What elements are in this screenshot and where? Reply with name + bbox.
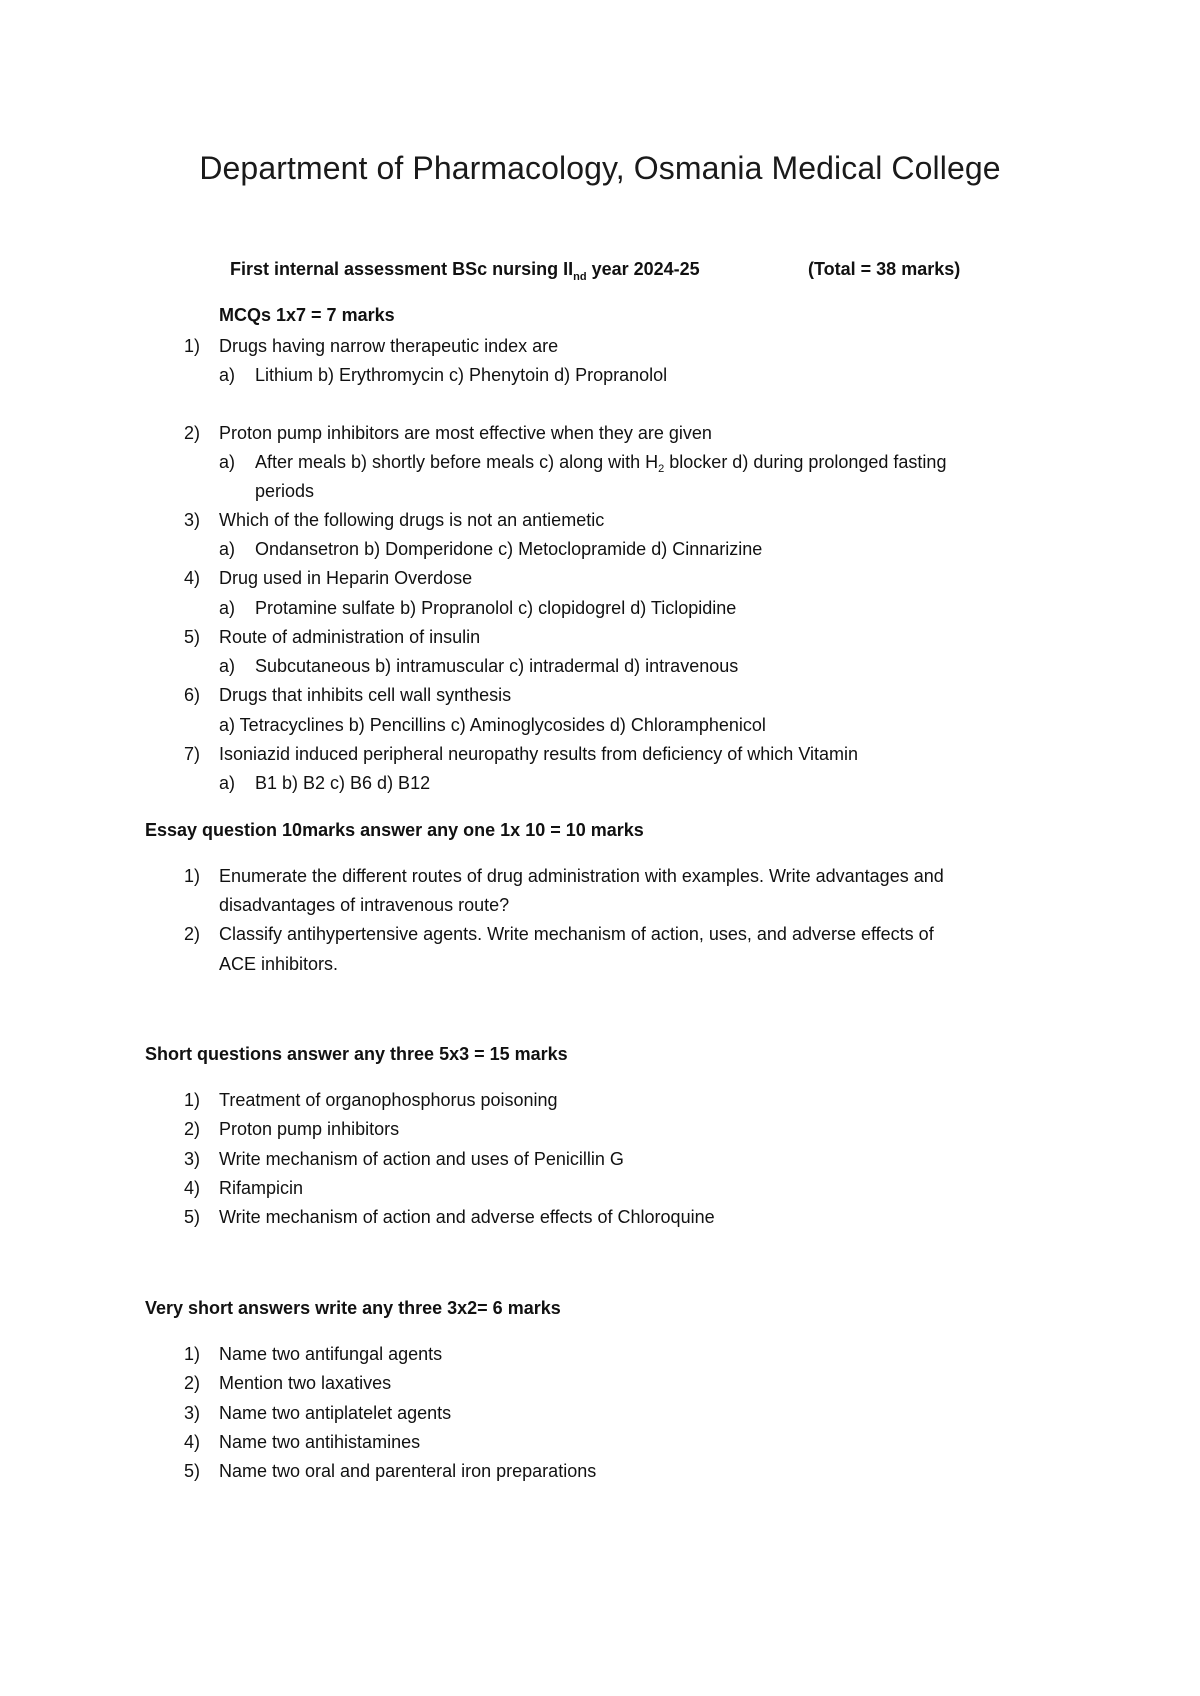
mcq-number: 4) [183,568,200,588]
mcq-number: 2) [183,423,200,443]
short-number: 5) [183,1207,200,1227]
very-short-number: 5) [183,1461,200,1481]
mcq-option-letter: a) [219,773,236,793]
very-short-question: Name two oral and parenteral iron preparations [219,1461,597,1481]
very-short-number: 2) [183,1373,200,1393]
mcq-option-letter: a) [219,452,236,472]
short-question: Rifampicin [219,1178,304,1198]
very-short-number: 1) [183,1344,200,1364]
essay-number: 1) [183,866,200,886]
mcq-number: 1) [183,336,200,356]
mcq-options: Protamine sulfate b) Propranolol c) clopidogrel d) Ticlopidine [255,598,737,618]
mcq-option-letter: a) [219,365,236,385]
mcq-options: a) Tetracyclines b) Pencillins c) Aminoglycosides d) Chloramphenicol [219,715,766,735]
mcq-question: Isoniazid induced peripheral neuropathy results from deficiency of which Vitamin [219,744,859,764]
short-number: 4) [183,1178,200,1198]
essay-question-continuation: disadvantages of intravenous route? [219,895,510,915]
mcq-option-letter: a) [219,598,236,618]
short-question: Write mechanism of action and adverse effects of Chloroquine [219,1207,715,1227]
mcq-options-pre: After meals b) shortly before meals c) along with H [255,452,659,472]
mcq-option-letter: a) [219,539,236,559]
very-short-question: Name two antihistamines [219,1432,421,1452]
total-marks: (Total = 38 marks) [808,259,961,279]
short-question: Write mechanism of action and uses of Penicillin G [219,1149,624,1169]
mcq-options-post: blocker d) during prolonged fasting [664,452,947,472]
mcq-options: Subcutaneous b) intramuscular c) intradermal d) intravenous [255,656,739,676]
very-short-number: 3) [183,1403,200,1423]
essay-question: Classify antihypertensive agents. Write mechanism of action, uses, and adverse effects of [219,924,934,944]
mcq-options: Ondansetron b) Domperidone c) Metoclopramide d) Cinnarizine [255,539,763,559]
mcq-options: Lithium b) Erythromycin c) Phenytoin d) Propranolol [255,365,668,385]
mcq-options-continuation: periods [255,481,315,501]
short-questions-heading: Short questions answer any three 5x3 = 15 marks [145,1044,568,1064]
very-short-question: Mention two laxatives [219,1373,392,1393]
very-short-question: Name two antifungal agents [219,1344,443,1364]
mcq-number: 7) [183,744,200,764]
assessment-subtitle [230,259,700,283]
essay-question-continuation: ACE inhibitors. [219,954,339,974]
very-short-heading: Very short answers write any three 3x2= 6 marks [145,1298,561,1318]
short-question: Proton pump inhibitors [219,1119,400,1139]
mcq-question: Drugs that inhibits cell wall synthesis [219,685,512,705]
essay-number: 2) [183,924,200,944]
mcq-number: 5) [183,627,200,647]
very-short-number: 4) [183,1432,200,1452]
subtitle-nd: nd [573,271,587,283]
short-number: 3) [183,1149,200,1169]
mcq-heading: MCQs 1x7 = 7 marks [219,305,395,325]
mcq-options [255,448,946,484]
mcq-question: Drug used in Heparin Overdose [219,568,473,588]
mcq-question: Route of administration of insulin [219,627,481,647]
mcq-options: B1 b) B2 c) B6 d) B12 [255,773,431,793]
subtitle-year: year 2024-25 [586,259,700,279]
essay-question: Enumerate the different routes of drug administration with examples. Write advantages and [219,866,944,886]
mcq-option-letter: a) [219,656,236,676]
mcq-number: 6) [183,685,200,705]
mcq-number: 3) [183,510,200,530]
mcq-question: Which of the following drugs is not an antiemetic [219,510,605,530]
short-number: 2) [183,1119,200,1139]
very-short-question: Name two antiplatelet agents [219,1403,452,1423]
short-number: 1) [183,1090,200,1110]
mcq-question: Drugs having narrow therapeutic index are [219,336,559,356]
page-title: Department of Pharmacology, Osmania Medical College [199,150,1001,186]
h2-subscript: 2 [658,463,665,475]
short-question: Treatment of organophosphorus poisoning [219,1090,558,1110]
subtitle-main: First internal assessment BSc nursing II [230,259,574,279]
essay-heading: Essay question 10marks answer any one 1x 10 = 10 marks [145,820,644,840]
mcq-question: Proton pump inhibitors are most effective when they are given [219,423,712,443]
